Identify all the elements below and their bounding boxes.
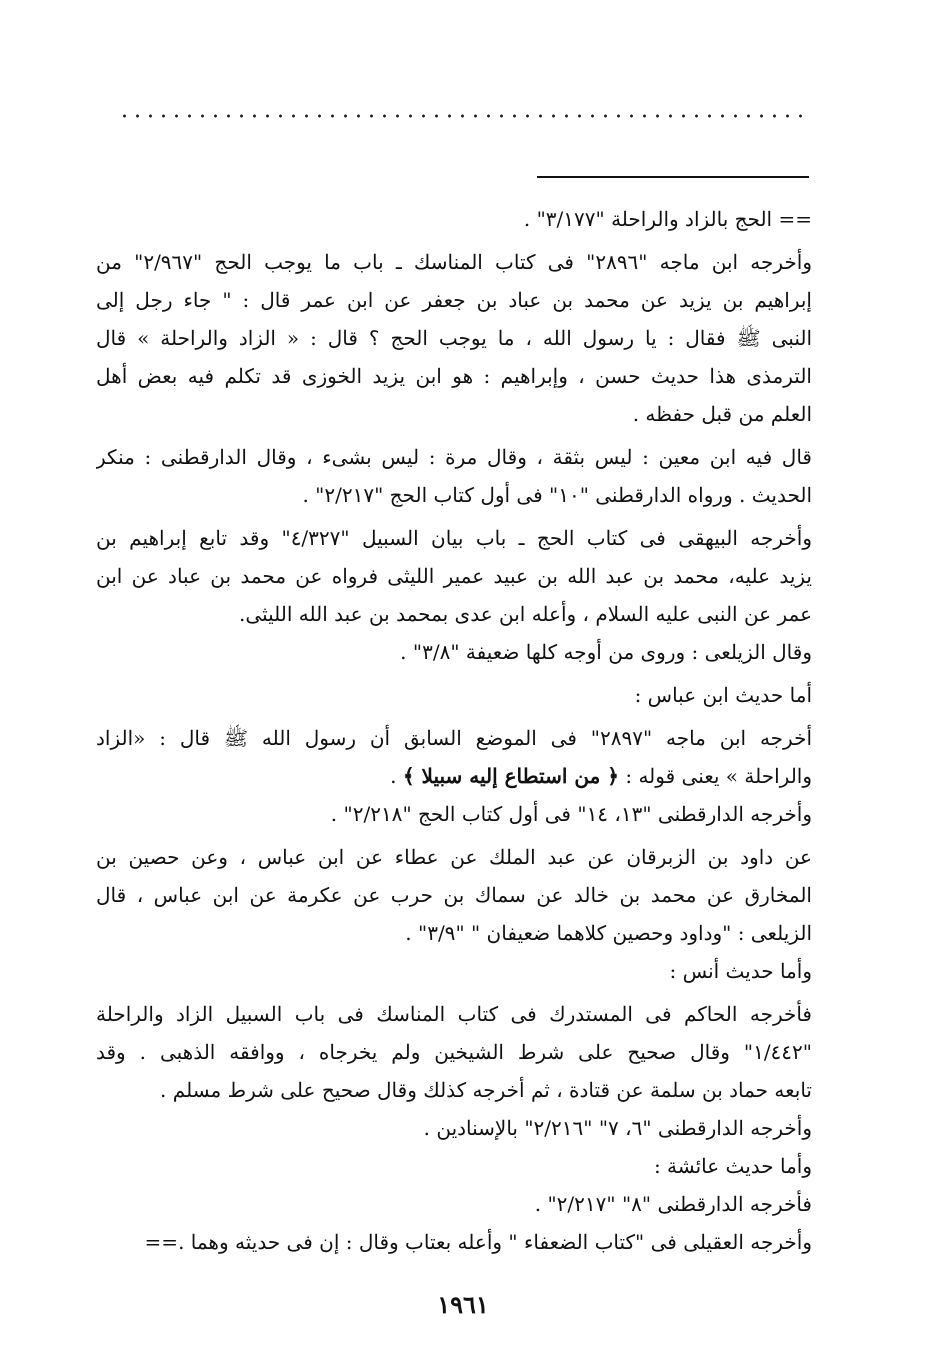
- text-line: "١/٤٤٢" وقال صحيح على شرط الشيخين ولم يخرجاه ، ووافقه الذهبى . وقد: [96, 1040, 812, 1064]
- quran-verse: ﴿ من استطاع إليه سبيلا ﴾: [402, 764, 619, 788]
- page-number: ١٩٦١: [437, 1290, 489, 1319]
- text-line: وأخرجه العقيلى فى "كتاب الضعفاء " وأعله بعتاب وقال : إن فى حديثه وهما .==: [144, 1230, 812, 1254]
- text-line: تابعه حماد بن سلمة عن قتادة ، ثم أخرجه كذلك وقال صحيح على شرط مسلم .: [160, 1078, 812, 1102]
- text-line: قال فيه ابن معين : ليس بثقة ، وقال مرة : ليس بشىء ، وقال الدارقطنى : منكر: [96, 445, 812, 469]
- text-line: يزيد عليه، محمد بن عبد الله بن عبيد عمير الليثى فرواه عن محمد بن عباد عن ابن: [96, 564, 812, 588]
- text-line: الزيلعى : "وداود وحصين كلاهما ضعيفان " "٣/٩" .: [405, 921, 812, 945]
- text-line: وأخرجه البيهقى فى كتاب الحج ـ باب بيان السبيل "٤/٣٢٧" وقد تابع إبراهيم بن: [96, 526, 812, 550]
- section-heading: وأما حديث عائشة :: [653, 1154, 812, 1178]
- footnote-text: [96, 200, 812, 1261]
- text-line: وأخرجه الدارقطنى "١٣، ١٤" فى أول كتاب الحج "٢/٢١٨" .: [330, 802, 812, 826]
- text-line: المخارق عن محمد بن خالد عن سماك بن حرب عن عكرمة عن ابن عباس ، قال: [96, 883, 812, 907]
- dotted-separator: [118, 113, 808, 119]
- text-line: العلم من قبل حفظه .: [632, 402, 812, 426]
- text-line: وأخرجه الدارقطنى "٦، ٧" "٢/٢١٦" بالإسنادين .: [423, 1116, 812, 1140]
- text-line: فأخرجه الدارقطنى "٨" "٢/٢١٧" .: [534, 1192, 812, 1216]
- text-line: والراحلة » يعنى قوله : ﴿ من استطاع إليه سبيلا ﴾ .: [390, 764, 812, 788]
- text-line: الحديث . ورواه الدارقطنى "١٠" فى أول كتاب الحج "٢/٢١٧" .: [302, 483, 812, 507]
- section-heading: أما حديث ابن عباس :: [634, 683, 812, 707]
- text-line: أخرجه ابن ماجه "٢٨٩٧" فى الموضع السابق أن رسول الله ﷺ قال : «الزاد: [96, 726, 812, 750]
- text-line: وأخرجه ابن ماجه "٢٨٩٦" فى كتاب المناسك ـ باب ما يوجب الحج "٢/٩٦٧" من: [96, 250, 812, 274]
- text-line: == الحج بالزاد والراحلة "٣/١٧٧" .: [523, 207, 812, 231]
- text-line: إبراهيم بن يزيد عن محمد بن عباد بن جعفر عن ابن عمر قال : " جاء رجل إلى: [96, 288, 812, 312]
- section-heading: وأما حديث أنس :: [669, 959, 812, 983]
- text-line: النبى ﷺ فقال : يا رسول الله ، ما يوجب الحج ؟ قال : « الزاد والراحلة » قال: [96, 326, 812, 350]
- text-line: فأخرجه الحاكم فى المستدرك فى كتاب المناسك فى باب السبيل الزاد والراحلة: [96, 1002, 812, 1026]
- text-line: عمر عن النبى عليه السلام ، وأعله ابن عدى بمحمد بن عبد الله الليثى.: [239, 602, 812, 626]
- text-line: عن داود بن الزبرقان عن عبد الملك عن عطاء عن ابن عباس ، وعن حصين بن: [96, 845, 812, 869]
- footnote-rule: [537, 176, 809, 178]
- text-line: الترمذى هذا حديث حسن ، وإبراهيم : هو ابن يزيد الخوزى قد تكلم فيه بعض أهل: [96, 364, 812, 388]
- text-line: وقال الزيلعى : وروى من أوجه كلها ضعيفة "٣/٨" .: [400, 640, 812, 664]
- text-fragment: والراحلة » يعنى قوله :: [625, 764, 812, 788]
